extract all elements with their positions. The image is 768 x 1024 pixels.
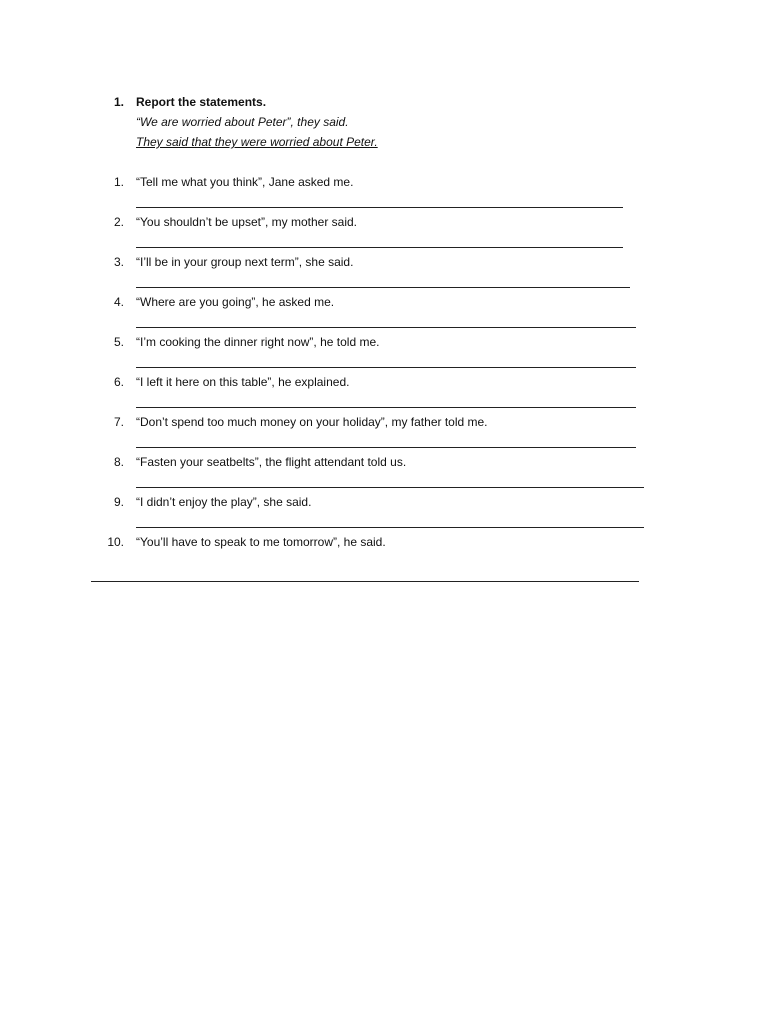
item-text: “Tell me what you think”, Jane asked me. bbox=[136, 175, 354, 189]
item-number: 1. bbox=[113, 175, 124, 189]
example-reported-speech: They said that they were worried about Peter. bbox=[136, 135, 378, 149]
item-text: “I didn’t enjoy the play”, she said. bbox=[136, 495, 312, 509]
item-number: 4. bbox=[113, 295, 124, 309]
item-text: “Fasten your seatbelts”, the flight attendant told us. bbox=[136, 455, 407, 469]
item-text: “I left it here on this table”, he explained. bbox=[136, 375, 350, 389]
answer-line[interactable] bbox=[136, 367, 636, 368]
item-text: “You’ll have to speak to me tomorrow”, he said. bbox=[136, 535, 386, 549]
item-text: “Don’t spend too much money on your holiday”, my father told me. bbox=[136, 415, 488, 429]
item-text: “I’m cooking the dinner right now”, he told me. bbox=[136, 335, 380, 349]
item-text: “You shouldn’t be upset”, my mother said. bbox=[136, 215, 358, 229]
example-direct-speech: “We are worried about Peter”, they said. bbox=[136, 115, 349, 129]
answer-line[interactable] bbox=[136, 447, 636, 448]
item-number: 9. bbox=[113, 495, 124, 509]
answer-line[interactable] bbox=[136, 327, 636, 328]
item-number: 3. bbox=[113, 255, 124, 269]
answer-line[interactable] bbox=[136, 487, 644, 488]
exercise-heading: Report the statements. bbox=[136, 95, 267, 109]
exercise-number: 1. bbox=[113, 95, 124, 109]
item-text: “Where are you going”, he asked me. bbox=[136, 295, 335, 309]
item-number: 2. bbox=[113, 215, 124, 229]
item-number: 7. bbox=[113, 415, 124, 429]
answer-line[interactable] bbox=[91, 581, 639, 582]
answer-line[interactable] bbox=[136, 247, 623, 248]
answer-line[interactable] bbox=[136, 527, 644, 528]
item-text: “I’ll be in your group next term”, she said. bbox=[136, 255, 354, 269]
answer-line[interactable] bbox=[136, 207, 623, 208]
item-number: 10. bbox=[107, 535, 124, 549]
answer-line[interactable] bbox=[136, 287, 630, 288]
item-number: 8. bbox=[113, 455, 124, 469]
answer-line[interactable] bbox=[136, 407, 636, 408]
item-number: 6. bbox=[113, 375, 124, 389]
item-number: 5. bbox=[113, 335, 124, 349]
